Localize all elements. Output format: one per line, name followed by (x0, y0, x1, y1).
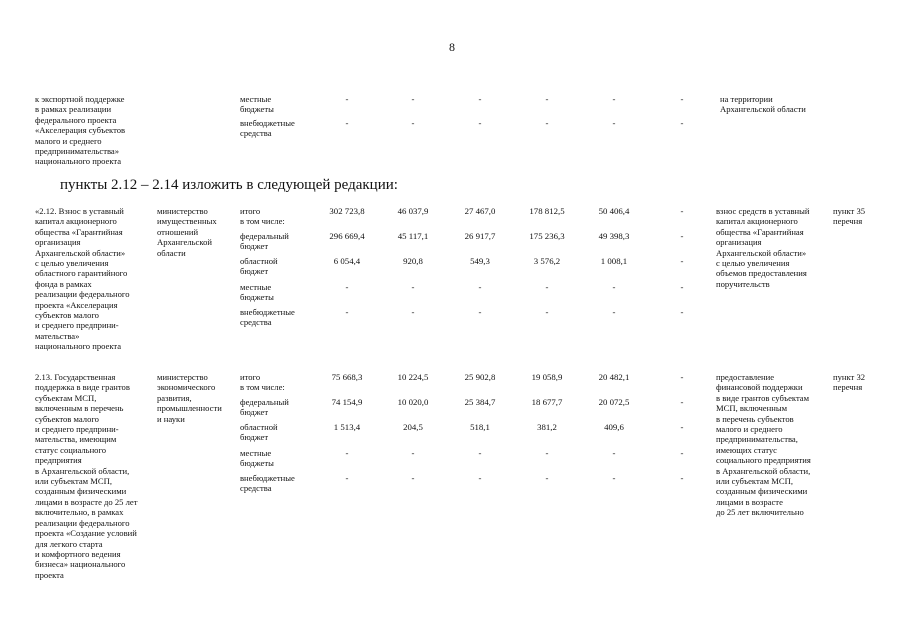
item-212-value-r2-c0: 6 054,4 (333, 256, 361, 266)
top-block-value-r1-c1: - (411, 118, 415, 128)
item-213-value-r0-c3: 19 058,9 (531, 372, 563, 382)
item-213-value-r2-c2: 518,1 (470, 422, 490, 432)
item-213-value-r4-c0: - (345, 473, 349, 483)
top-block-value-r0-c5: - (680, 94, 684, 104)
item-212-value-r3-c4: - (612, 282, 616, 292)
item-213-value-r1-c5: - (680, 397, 684, 407)
item-213-source-total: итого в том числе: (240, 372, 285, 393)
item-213-value-r0-c4: 20 482,1 (598, 372, 630, 382)
item-212-value-r4-c5: - (680, 307, 684, 317)
top-block-value-r1-c2: - (478, 118, 482, 128)
top-block-value-r0-c1: - (411, 94, 415, 104)
top-block-value-r1-c3: - (545, 118, 549, 128)
item-212-value-r0-c2: 27 467,0 (464, 206, 496, 216)
item-212-value-r2-c3: 3 576,2 (533, 256, 561, 266)
item-212-source-extrabudget: внебюджетные средства (240, 307, 295, 328)
item-212-value-r1-c3: 175 236,3 (529, 231, 565, 241)
item-213-value-r4-c3: - (545, 473, 549, 483)
item-212-reference: пункт 35 перечня (833, 206, 866, 227)
item-213-value-r4-c1: - (411, 473, 415, 483)
item-213-executor: министерство экономического развития, промышленности и науки (157, 372, 222, 424)
item-213-value-r2-c5: - (680, 422, 684, 432)
item-213-source-local: местные бюджеты (240, 448, 274, 469)
item-212-result: взнос средств в уставный капитал акционерного общества «Гарантийная организация Архангельской области» с целью увеличения объемов предоставления поручительств (716, 206, 810, 289)
top-description: к экспортной поддержке в рамках реализации федерального проекта «Акселерация субъектов малого и среднего предпринимательства» национального проекта (35, 94, 126, 167)
item-213-value-r2-c3: 381,2 (537, 422, 557, 432)
item-213-value-r2-c0: 1 513,4 (333, 422, 361, 432)
item-212-value-r4-c3: - (545, 307, 549, 317)
item-212-value-r2-c2: 549,3 (470, 256, 490, 266)
item-212-value-r4-c0: - (345, 307, 349, 317)
item-213-value-r0-c2: 25 902,8 (464, 372, 496, 382)
item-213-value-r1-c3: 18 677,7 (531, 397, 563, 407)
item-212-value-r1-c4: 49 398,3 (598, 231, 630, 241)
top-block-value-r0-c0: - (345, 94, 349, 104)
item-213-value-r3-c1: - (411, 448, 415, 458)
item-213-value-r3-c5: - (680, 448, 684, 458)
item-213-value-r0-c0: 75 668,3 (331, 372, 363, 382)
item-213-value-r4-c2: - (478, 473, 482, 483)
item-212-value-r0-c4: 50 406,4 (598, 206, 630, 216)
item-213-value-r3-c4: - (612, 448, 616, 458)
item-212-value-r0-c1: 46 037,9 (397, 206, 429, 216)
item-213-value-r3-c3: - (545, 448, 549, 458)
item-212-source-regional: областной бюджет (240, 256, 278, 277)
item-213-value-r1-c1: 10 020,0 (397, 397, 429, 407)
page-number: 8 (449, 40, 455, 54)
item-212-source-total: итого в том числе: (240, 206, 285, 227)
item-212-value-r1-c0: 296 669,4 (329, 231, 365, 241)
item-212-value-r1-c5: - (680, 231, 684, 241)
item-212-value-r3-c2: - (478, 282, 482, 292)
item-212-value-r3-c0: - (345, 282, 349, 292)
item-212-value-r3-c3: - (545, 282, 549, 292)
item-212-source-local: местные бюджеты (240, 282, 274, 303)
item-212-value-r1-c1: 45 117,1 (397, 231, 429, 241)
item-212-value-r1-c2: 26 917,7 (464, 231, 496, 241)
item-212-executor: министерство имущественных отношений Архангельской области (157, 206, 217, 258)
top-result: на территории Архангельской области (720, 94, 806, 115)
item-212-value-r3-c1: - (411, 282, 415, 292)
item-212-source-federal: федеральный бюджет (240, 231, 289, 252)
top-block-value-r1-c5: - (680, 118, 684, 128)
item-212-value-r0-c5: - (680, 206, 684, 216)
item-213-value-r1-c4: 20 072,5 (598, 397, 630, 407)
top-source-local: местные бюджеты (240, 94, 274, 115)
item-213-value-r4-c5: - (680, 473, 684, 483)
item-213-source-extrabudget: внебюджетные средства (240, 473, 295, 494)
item-213-value-r4-c4: - (612, 473, 616, 483)
item-213-value-r0-c5: - (680, 372, 684, 382)
item-213-value-r2-c4: 409,6 (604, 422, 624, 432)
section-heading: пункты 2.12 – 2.14 изложить в следующей редакции: (60, 177, 398, 193)
item-212-value-r3-c5: - (680, 282, 684, 292)
top-block-value-r0-c3: - (545, 94, 549, 104)
item-213-description: 2.13. Государственная поддержка в виде грантов субъектам МСП, включенным в перечень субъектов малого и среднего предприни- мательства, имеющим статус социального предприятия в Архангельской области, или субъектам МСП, созданным физическими лицами в возрасте до 25 лет включительно, в рамках реализации федерального проекта «Создание условий для легкого старта и комфортного ведения бизнеса» национального проекта (35, 372, 138, 580)
item-213-source-regional: областной бюджет (240, 422, 278, 443)
item-212-value-r0-c3: 178 812,5 (529, 206, 565, 216)
top-block-value-r0-c4: - (612, 94, 616, 104)
item-213-source-federal: федеральный бюджет (240, 397, 289, 418)
item-212-description: «2.12. Взнос в уставный капитал акционерного общества «Гарантийная организация Архангельской области» с целью увеличения областного гарантийного фонда в рамках реализации федерального проекта «Акселерация субъектов малого и среднего предприни- мательства» национального проекта (35, 206, 130, 352)
top-block-value-r1-c4: - (612, 118, 616, 128)
top-block-value-r1-c0: - (345, 118, 349, 128)
item-212-value-r2-c4: 1 008,1 (600, 256, 628, 266)
item-212-value-r4-c2: - (478, 307, 482, 317)
item-213-value-r0-c1: 10 224,5 (397, 372, 429, 382)
item-213-value-r1-c0: 74 154,9 (331, 397, 363, 407)
item-212-value-r4-c4: - (612, 307, 616, 317)
item-212-value-r2-c5: - (680, 256, 684, 266)
top-source-extrabudget: внебюджетные средства (240, 118, 295, 139)
item-212-value-r4-c1: - (411, 307, 415, 317)
item-212-value-r0-c0: 302 723,8 (329, 206, 365, 216)
item-213-result: предоставление финансовой поддержки в виде грантов субъектам МСП, включенным в перечень субъектов малого и среднего предпринимательства, имеющих статус социального предприятия в Архангельской области, или субъектам МСП, созданным физическими лицами в возрасте до 25 лет включительно (716, 372, 811, 518)
item-213-value-r1-c2: 25 384,7 (464, 397, 496, 407)
item-213-reference: пункт 32 перечня (833, 372, 866, 393)
top-block-value-r0-c2: - (478, 94, 482, 104)
item-213-value-r3-c2: - (478, 448, 482, 458)
item-213-value-r2-c1: 204,5 (403, 422, 423, 432)
item-213-value-r3-c0: - (345, 448, 349, 458)
item-212-value-r2-c1: 920,8 (403, 256, 423, 266)
